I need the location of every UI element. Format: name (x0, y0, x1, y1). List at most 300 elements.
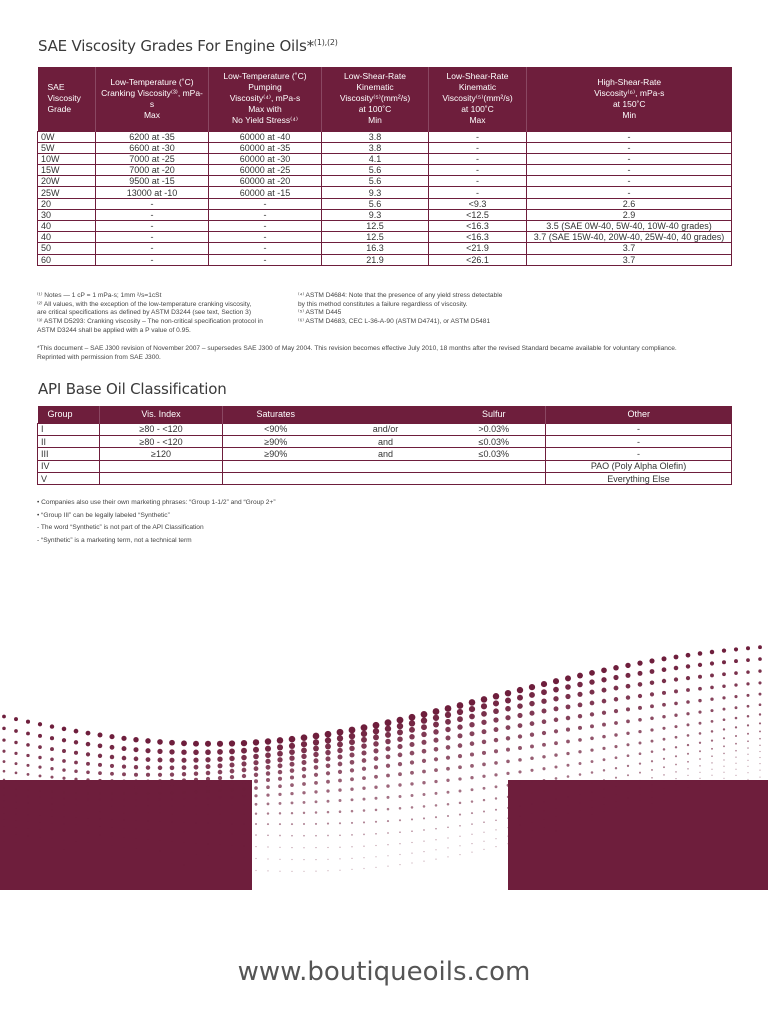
wave-dot (423, 805, 426, 808)
sae-cell: 60000 at -35 (209, 142, 322, 153)
wave-dot (566, 740, 570, 744)
wave-dot (759, 722, 761, 724)
wave-dot (434, 780, 437, 783)
sae-cell: 21.9 (322, 254, 429, 265)
wave-dot (63, 804, 65, 806)
wave-dot (254, 766, 259, 771)
wave-dot (39, 774, 42, 777)
sae-header-3 (322, 67, 429, 131)
wave-dot (39, 796, 41, 798)
wave-dot (602, 735, 606, 739)
wave-dot (554, 741, 558, 745)
wave-dot (650, 704, 654, 708)
wave-dot (303, 847, 304, 848)
sae-header-line: Kinematic (356, 82, 394, 93)
sae-header-line: Viscosity⁽⁵⁾(mm²/s) (442, 93, 513, 104)
footer-url[interactable]: www.boutiqueoils.com (237, 957, 531, 987)
dotted-wave-graphic (0, 640, 768, 890)
wave-dot (134, 757, 139, 762)
wave-dot (170, 791, 173, 794)
wave-dot (422, 781, 425, 784)
wave-dot (471, 800, 473, 802)
wave-dot (459, 854, 460, 855)
wave-dot (375, 821, 377, 823)
wave-dot (650, 680, 655, 685)
note-line: ⁽⁵⁾ ASTM D445 (298, 309, 342, 317)
wave-dot (505, 715, 510, 720)
wave-dot (195, 854, 196, 855)
wave-dot (506, 760, 510, 764)
wave-dot (541, 681, 547, 687)
wave-dot (253, 760, 258, 765)
wave-dot (747, 760, 748, 761)
wave-dot (447, 791, 450, 794)
wave-dot (325, 750, 330, 755)
wave-dot (519, 824, 520, 825)
wave-dot (435, 792, 438, 795)
wave-dot (87, 825, 88, 826)
sae-cell: - (527, 131, 732, 142)
wave-dot (123, 792, 126, 795)
wave-dot (86, 752, 90, 756)
wave-dot (62, 759, 66, 763)
wave-dot (327, 870, 328, 871)
wave-dot (722, 684, 725, 687)
wave-dot (483, 810, 485, 812)
wave-dot (231, 813, 233, 815)
wave-dot (747, 724, 749, 726)
wave-dot (662, 656, 667, 661)
wave-dot (423, 861, 424, 862)
wave-dot (27, 808, 29, 810)
wave-dot (459, 814, 461, 816)
wave-dot (159, 812, 161, 814)
wave-dot (457, 702, 464, 709)
api-header-1 (100, 406, 223, 423)
wave-dot (206, 790, 209, 793)
wave-dot (375, 856, 376, 857)
wave-dot (159, 850, 160, 851)
table-row (38, 243, 732, 254)
sae-cell: - (96, 209, 209, 220)
api-cell: ≥120 (100, 448, 223, 460)
table-row (38, 165, 732, 176)
wave-dot (315, 859, 316, 860)
wave-dot (3, 794, 5, 796)
wave-dot (459, 836, 460, 837)
wave-dot (206, 771, 211, 776)
wave-dot (63, 823, 64, 824)
wave-dot (699, 758, 701, 760)
note-line: • Companies also use their own marketing phrases: “Group 1-1/2” and “Group 2+” (37, 499, 276, 506)
table-row (38, 198, 732, 209)
api-cell: and/or (329, 423, 443, 435)
sae-header-line: Cranking Viscosity⁽³⁾, mPa-s (101, 87, 203, 109)
note-line: ⁽⁶⁾ ASTM D4683, CEC L-36-A-90 (ASTM D4741), or ASTM D5481 (298, 318, 491, 326)
wave-dot (469, 722, 474, 727)
wave-dot (735, 769, 736, 770)
wave-dot (194, 790, 197, 793)
sae-cell: 9.3 (322, 187, 429, 198)
wave-dot (373, 722, 380, 729)
wave-dot (758, 657, 762, 661)
wave-dot (674, 689, 678, 693)
note-line: *This document – SAE J300 revision of November 2007 – supersedes SAE J300 of May 2004. This revision becomes effective July 2010, 18 months after the revised Standard became available for voluntary compliance. (37, 345, 677, 352)
wave-dot (363, 809, 366, 812)
wave-dot (531, 792, 533, 794)
wave-dot (686, 712, 689, 715)
wave-dot (495, 785, 498, 788)
api-header-line: Vis. Index (141, 408, 181, 419)
wave-dot (39, 837, 40, 838)
table-row (38, 131, 732, 142)
wave-dot (675, 796, 676, 797)
wave-dot (133, 737, 138, 742)
wave-dot (241, 761, 246, 766)
api-header-line: Sulfur (481, 408, 506, 419)
wave-dot (327, 847, 328, 848)
wave-dot (373, 734, 379, 740)
wave-dot (759, 745, 760, 746)
wave-dot (265, 759, 270, 764)
wave-dot (483, 849, 484, 850)
wave-dot (457, 716, 463, 722)
wave-dot (3, 770, 6, 773)
note-line: by this method constitutes a failure regardless of viscosity. (298, 300, 468, 308)
wave-dot (445, 735, 450, 740)
wave-dot (518, 734, 522, 738)
wave-dot (577, 692, 582, 697)
wave-dot (711, 781, 712, 782)
wave-dot (626, 695, 630, 699)
table-row (38, 221, 732, 232)
wave-dot (759, 763, 760, 764)
sae-header-line: Max (143, 109, 161, 120)
wave-dot (51, 830, 52, 831)
wave-dot (326, 789, 329, 792)
api-header-3 (329, 406, 443, 423)
wave-dot (722, 648, 726, 652)
wave-dot (554, 765, 557, 768)
api-cell: ≥90% (223, 435, 329, 447)
wave-dot (446, 756, 450, 760)
sae-notes-left (37, 292, 263, 336)
wave-dot (135, 805, 137, 807)
wave-dot (686, 664, 690, 668)
api-cell: ≥80 - <120 (100, 435, 223, 447)
wave-dot (146, 786, 149, 789)
wave-dot (15, 834, 16, 835)
wave-dot (339, 870, 340, 871)
wave-dot (302, 774, 306, 778)
wave-dot (639, 762, 641, 764)
wave-dot (747, 705, 750, 708)
wave-dot (207, 832, 209, 834)
wave-dot (747, 754, 748, 755)
wave-dot (278, 763, 283, 768)
wave-dot (86, 770, 90, 774)
wave-dot (62, 768, 65, 771)
wave-dot (375, 845, 376, 846)
wave-dot (386, 754, 391, 759)
wave-dot (158, 786, 162, 790)
wave-dot (217, 749, 223, 755)
note-line: ⁽⁴⁾ ASTM D4684: Note that the presence of any yield stress detectable (298, 292, 503, 299)
wave-dot (123, 837, 124, 838)
wave-dot (205, 749, 211, 755)
wave-dot (651, 769, 653, 771)
wave-dot (567, 827, 568, 828)
wave-dot (505, 697, 511, 703)
wave-dot (699, 732, 702, 735)
wave-dot (699, 784, 700, 785)
wave-dot (15, 813, 16, 814)
wave-dot (99, 811, 101, 813)
wave-dot (734, 695, 737, 698)
wave-dot (135, 820, 137, 822)
wave-dot (483, 821, 485, 823)
wave-dot (86, 785, 89, 788)
wave-dot (554, 706, 559, 711)
wave-dot (494, 738, 498, 742)
wave-dot (27, 802, 29, 804)
wave-dot (135, 828, 136, 829)
wave-dot (711, 730, 714, 733)
wave-dot (567, 796, 569, 798)
wave-dot (566, 728, 570, 732)
wave-dot (686, 688, 690, 692)
wave-dot (170, 779, 174, 783)
wave-dot (519, 815, 521, 817)
wave-dot (471, 843, 472, 844)
wave-dot (542, 767, 545, 770)
wave-dot (51, 823, 52, 824)
wave-dot (494, 727, 499, 732)
wave-dot (398, 772, 402, 776)
api-base-oil-table (37, 406, 732, 485)
wave-dot (291, 823, 293, 825)
sae-cell: - (429, 187, 527, 198)
wave-dot (699, 750, 701, 752)
wave-dot (39, 822, 40, 823)
wave-dot (291, 835, 293, 837)
wave-dot (387, 820, 389, 822)
wave-dot (710, 650, 714, 654)
wave-dot (529, 711, 534, 716)
wave-dot (122, 756, 127, 761)
wave-dot (625, 663, 630, 668)
wave-dot (602, 747, 605, 750)
wave-dot (589, 670, 595, 676)
wave-dot (470, 764, 474, 768)
wave-dot (530, 733, 534, 737)
sae-title-text: SAE Viscosity Grades For Engine Oils* (38, 37, 314, 55)
wave-dot (75, 824, 76, 825)
wave-dot (86, 762, 90, 766)
wave-dot (374, 775, 378, 779)
wave-dot (698, 675, 702, 679)
wave-dot (409, 714, 416, 721)
wave-dot (266, 778, 270, 782)
wave-dot (759, 757, 760, 758)
note-line: ⁽¹⁾ Notes — 1 cP = 1 mPa-s; 1mm ²/s=1cSt (37, 292, 162, 299)
wave-dot (51, 816, 52, 817)
wave-dot (361, 750, 366, 755)
wave-dot (267, 858, 268, 859)
wave-dot (711, 720, 714, 723)
wave-dot (470, 741, 475, 746)
wave-dot (735, 756, 736, 757)
wave-dot (183, 864, 184, 865)
wave-dot (193, 758, 198, 763)
wave-dot (147, 860, 148, 861)
wave-dot (626, 707, 630, 711)
api-header-line: Group (47, 408, 73, 419)
wave-dot (171, 852, 172, 853)
api-header-line: Other (627, 408, 650, 419)
sae-cell: - (429, 176, 527, 187)
wave-dot (27, 835, 28, 836)
wave-dot (687, 734, 690, 737)
wave-dot (723, 718, 726, 721)
wave-dot (230, 775, 234, 779)
wave-dot (111, 792, 114, 795)
wave-dot (650, 669, 655, 674)
wave-dot (469, 699, 476, 706)
wave-dot (734, 683, 737, 686)
sae-cell: - (96, 232, 209, 243)
wave-dot (698, 687, 702, 691)
wave-dot (531, 822, 532, 823)
wave-dot (555, 798, 557, 800)
wave-dot (74, 761, 78, 765)
wave-dot (735, 750, 737, 752)
table-row (38, 142, 732, 153)
wave-dot (38, 756, 41, 759)
wave-dot (602, 688, 607, 693)
wave-dot (337, 748, 342, 753)
sae-cell: 3.7 (SAE 15W-40, 20W-40, 25W-40, 40 grades) (527, 232, 732, 243)
wave-dot (51, 790, 53, 792)
api-title-text: API Base Oil Classification (38, 380, 227, 398)
wave-dot (602, 723, 606, 727)
wave-dot (146, 773, 150, 777)
wave-dot (218, 796, 221, 799)
wave-dot (303, 871, 304, 872)
wave-dot (387, 855, 388, 856)
sae-viscosity-table (37, 67, 732, 266)
wave-dot (614, 733, 617, 736)
wave-dot (339, 847, 340, 848)
wave-dot (350, 768, 354, 772)
wave-dot (746, 646, 750, 650)
wave-dot (351, 858, 352, 859)
wave-dot (75, 851, 76, 852)
wave-dot (399, 831, 401, 833)
wave-dot (481, 711, 487, 717)
wave-dot (338, 770, 342, 774)
wave-dot (325, 756, 330, 761)
wave-dot (375, 797, 378, 800)
wave-dot (38, 734, 42, 738)
wave-dot (291, 871, 292, 872)
sae-cell: 3.8 (322, 131, 429, 142)
wave-dot (313, 733, 320, 740)
wave-dot (243, 813, 245, 815)
wave-dot (375, 833, 377, 835)
wave-dot (397, 744, 402, 749)
wave-dot (242, 768, 247, 773)
wave-dot (194, 778, 198, 782)
wave-dot (3, 807, 4, 808)
wave-dot (663, 748, 666, 751)
wave-dot (421, 740, 426, 745)
wave-dot (14, 752, 17, 755)
wave-dot (387, 866, 388, 867)
wave-dot (553, 678, 559, 684)
wave-dot (735, 726, 737, 728)
wave-dot (325, 744, 331, 750)
wave-dot (615, 767, 617, 769)
sae-cell: 6200 at -35 (96, 131, 209, 142)
wave-dot (531, 803, 533, 805)
wave-dot (410, 760, 414, 764)
wave-dot (171, 841, 172, 842)
wave-dot (39, 782, 42, 785)
wave-dot (495, 829, 496, 830)
wave-dot (759, 777, 760, 778)
wave-dot (265, 746, 271, 752)
wave-dot (255, 813, 257, 815)
wave-dot (759, 693, 762, 696)
wave-dot (2, 715, 6, 719)
wave-dot (183, 805, 186, 808)
wave-dot (723, 772, 724, 773)
note-line: Reprinted with permission from SAE J300. (37, 353, 161, 361)
wave-dot (183, 831, 184, 832)
wave-dot (411, 806, 414, 809)
table-row (38, 448, 732, 460)
wave-dot (87, 804, 89, 806)
sae-cell: 9.3 (322, 209, 429, 220)
wave-dot (123, 812, 125, 814)
wave-dot (638, 694, 642, 698)
wave-dot (458, 765, 462, 769)
wave-dot (423, 793, 426, 796)
wave-dot (555, 824, 556, 825)
sae-cell: - (429, 165, 527, 176)
wave-dot (134, 773, 138, 777)
wave-dot (206, 764, 211, 769)
api-cell: and (329, 435, 443, 447)
wave-dot (27, 828, 28, 829)
sae-header-1 (96, 67, 209, 131)
wave-dot (615, 777, 617, 779)
wave-dot (578, 750, 581, 753)
wave-dot (99, 854, 100, 855)
wave-dot (507, 796, 509, 798)
wave-dot (159, 830, 160, 831)
wave-dot (315, 835, 317, 837)
wave-dot (603, 817, 604, 818)
wave-dot (361, 737, 367, 743)
wave-dot (171, 805, 174, 808)
sae-header-line: Min (368, 115, 382, 126)
wave-dot (397, 729, 403, 735)
wave-dot (626, 732, 629, 735)
wave-dot (231, 857, 232, 858)
wave-dot (411, 853, 412, 854)
